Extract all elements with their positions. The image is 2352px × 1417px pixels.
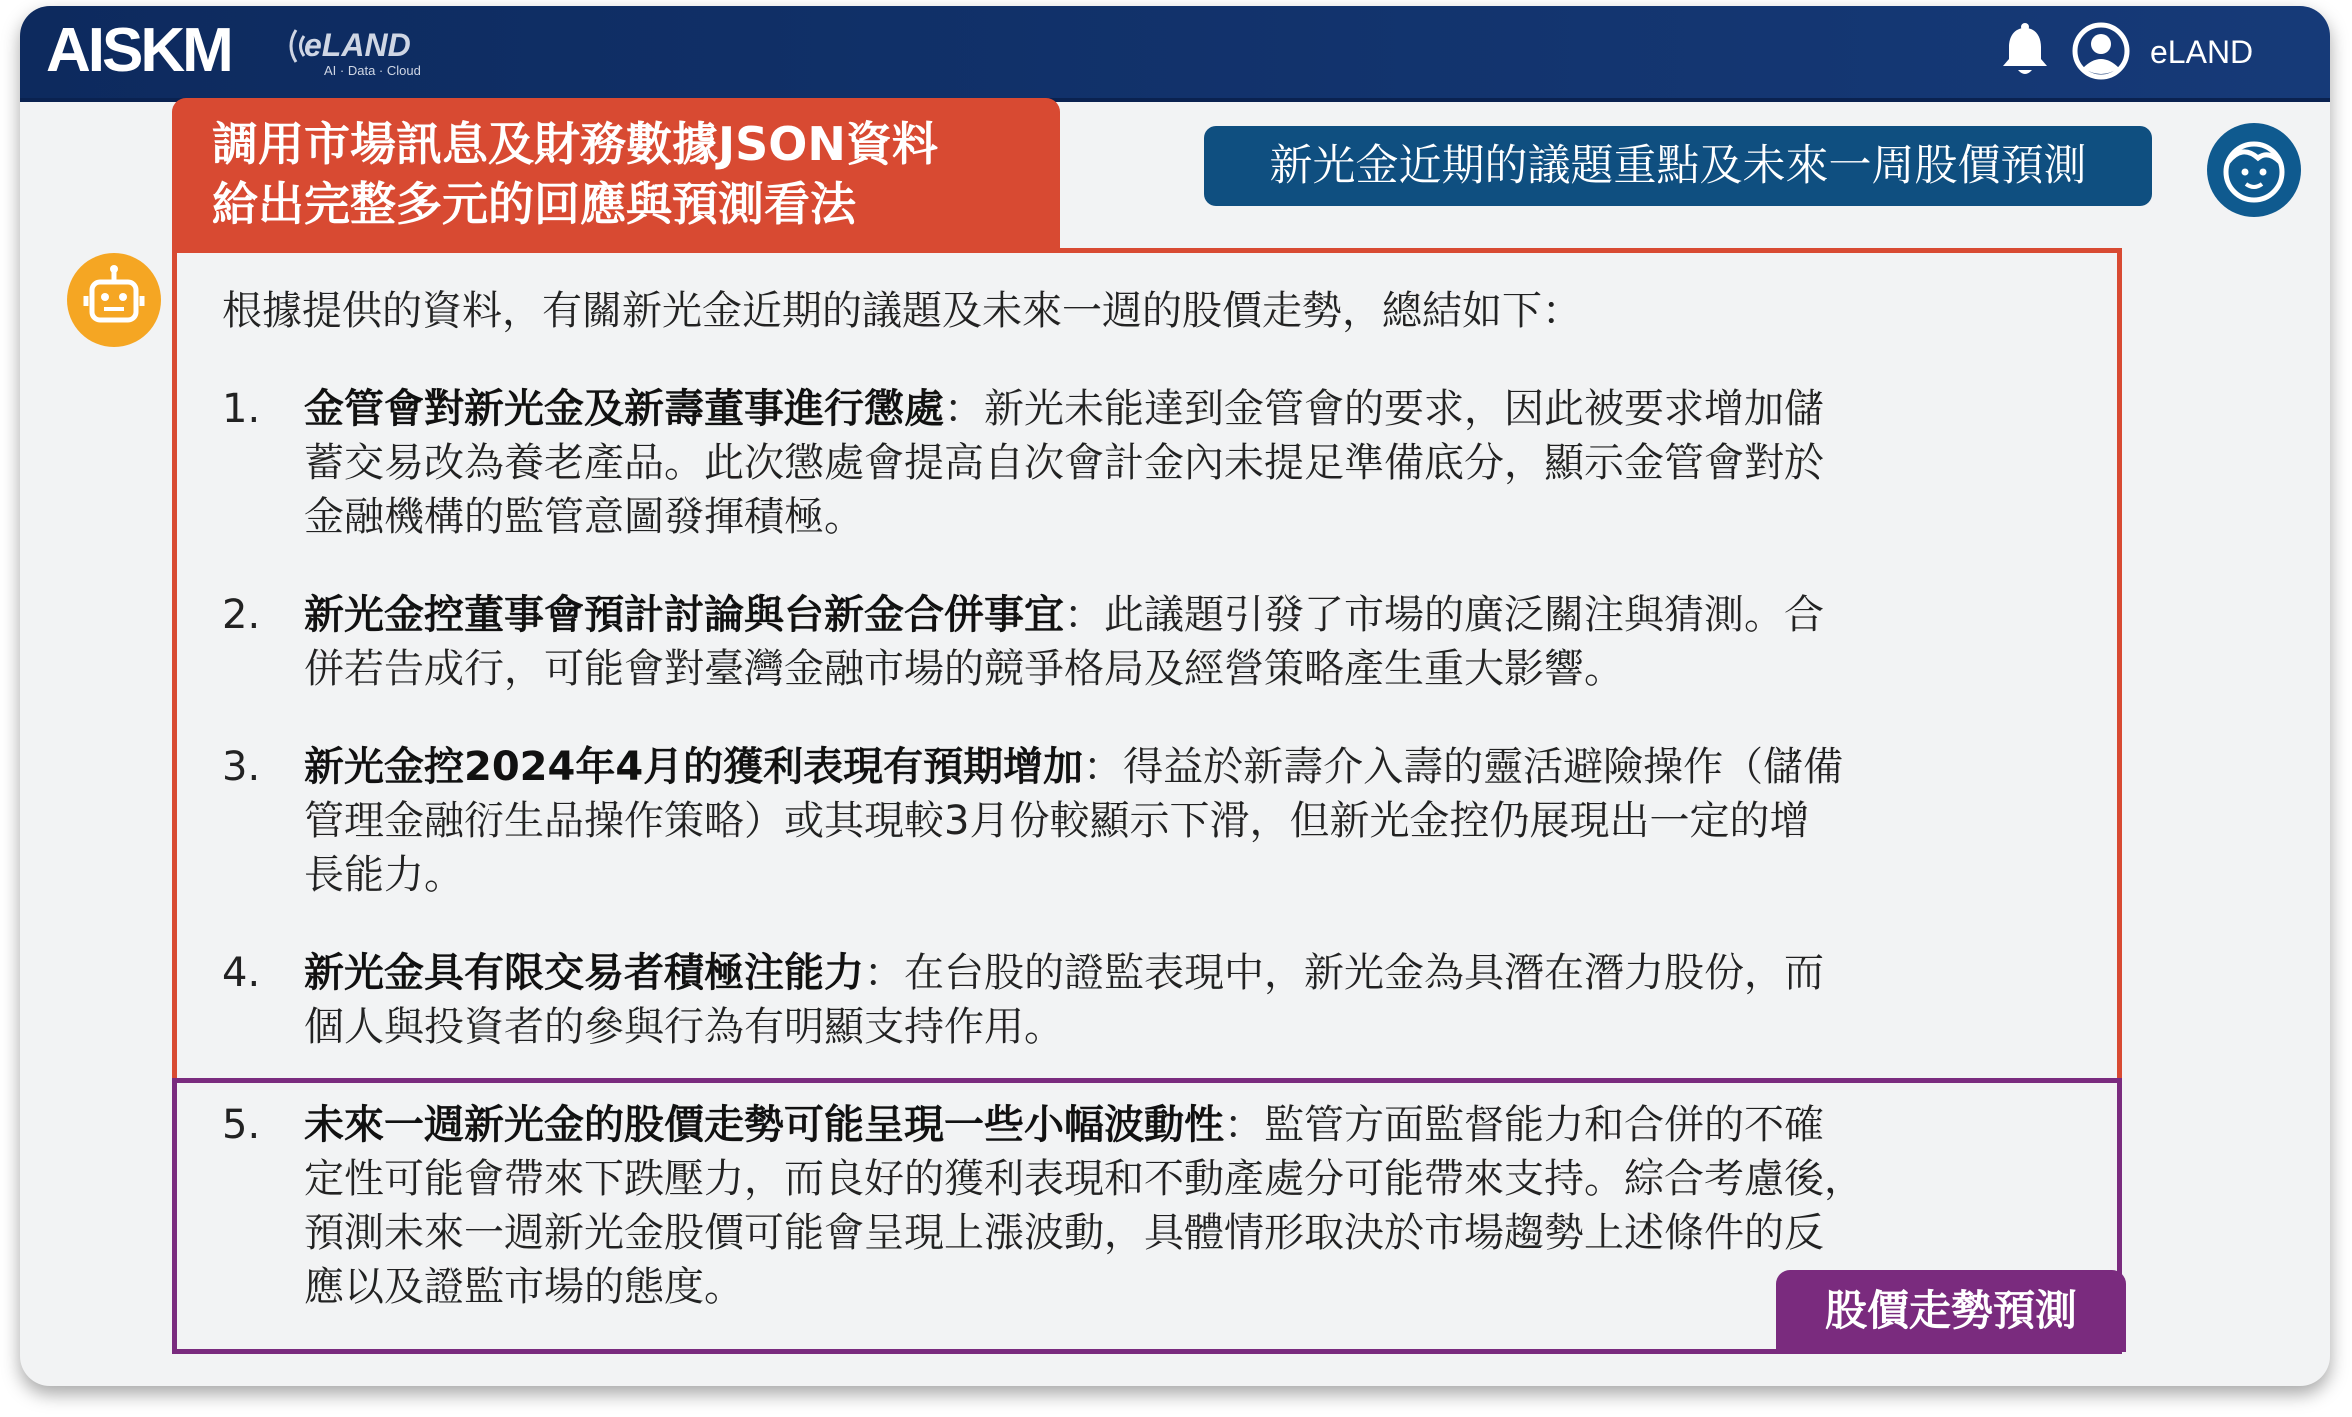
item-number: 3.: [222, 744, 261, 790]
item-title: 新光金控2024年4月的獲利表現有預期增加: [304, 744, 1084, 790]
item-body: [304, 382, 2084, 544]
item-title: 金管會對新光金及新壽董事進行懲處: [304, 386, 944, 432]
item-text: ：得益於新壽介入壽的靈活避險操作（儲備: [1083, 744, 1844, 790]
top-navigation-bar: [20, 6, 2330, 102]
item-text: ：在台股的證監表現中，新光金為具潛在潛力股份，而: [864, 950, 1824, 996]
item-number: 4.: [222, 950, 261, 996]
item-body: [304, 946, 2084, 1054]
user-avatar-icon: [2206, 122, 2302, 218]
feature-badge: [172, 98, 1060, 254]
item-text: 併若告成行，可能會對臺灣金融市場的競爭格局及經營策略產生重大影響。: [304, 646, 1624, 692]
item-text: 預測未來一週新光金股價可能會呈現上漲波動，具體情形取決於市場趨勢上述條件的反: [304, 1210, 1824, 1256]
item-number: 1.: [222, 386, 261, 432]
item-body: [304, 740, 2084, 902]
user-icon[interactable]: [2072, 22, 2130, 80]
item-text: 定性可能會帶來下跌壓力，而良好的獲利表現和不動產處分可能帶來支持。綜合考慮後，: [304, 1156, 1864, 1202]
eland-tagline: AI · Data · Cloud: [324, 63, 421, 78]
prediction-tag: 股價走勢預測: [1776, 1270, 2126, 1352]
robot-avatar-icon: [66, 252, 162, 348]
item-text: ：監管方面監督能力和合併的不確: [1224, 1102, 1824, 1148]
item-number: 5.: [222, 1102, 261, 1148]
item-text: 管理金融衍生品操作策略）或其現較3月份較顯示下滑，但新光金控仍展現出一定的增: [304, 798, 1810, 844]
answer-intro: 根據提供的資料，有關新光金近期的議題及未來一週的股價走勢，總結如下：: [222, 288, 1582, 334]
bell-icon[interactable]: [1998, 22, 2052, 80]
feature-badge-line-2: 給出完整多元的回應與預測看法: [212, 177, 856, 231]
item-text: 蓄交易改為養老產品。此次懲處會提高自次會計金內未提足準備底分，顯示金管會對於: [304, 440, 1824, 486]
feature-badge-line-1: 調用市場訊息及財務數據JSON資料: [212, 117, 938, 171]
item-title: 未來一週新光金的股價走勢可能呈現一些小幅波動性: [304, 1102, 1224, 1148]
item-text: 金融機構的監管意圖發揮積極。: [304, 494, 864, 540]
aiskm-logo[interactable]: AISKM: [46, 16, 231, 85]
item-text: 個人與投資者的參與行為有明顯支持作用。: [304, 1004, 1064, 1050]
eland-logo: [282, 26, 442, 86]
user-name[interactable]: eLAND: [2150, 34, 2254, 70]
item-title: 新光金控董事會預計討論與台新金合併事宜: [304, 592, 1064, 638]
user-question-bubble: 新光金近期的議題重點及未來一周股價預測: [1204, 126, 2152, 206]
item-title: 新光金具有限交易者積極注能力: [304, 950, 864, 996]
item-text: 長能力。: [304, 852, 464, 898]
eland-logo-text: eLAND: [304, 27, 411, 63]
item-text: 應以及證監市場的態度。: [304, 1264, 744, 1310]
item-body: [304, 588, 2084, 696]
item-number: 2.: [222, 592, 261, 638]
item-text: ：此議題引發了市場的廣泛關注與猜測。合: [1064, 592, 1824, 638]
item-text: ：新光未能達到金管會的要求，因此被要求增加儲: [944, 386, 1824, 432]
